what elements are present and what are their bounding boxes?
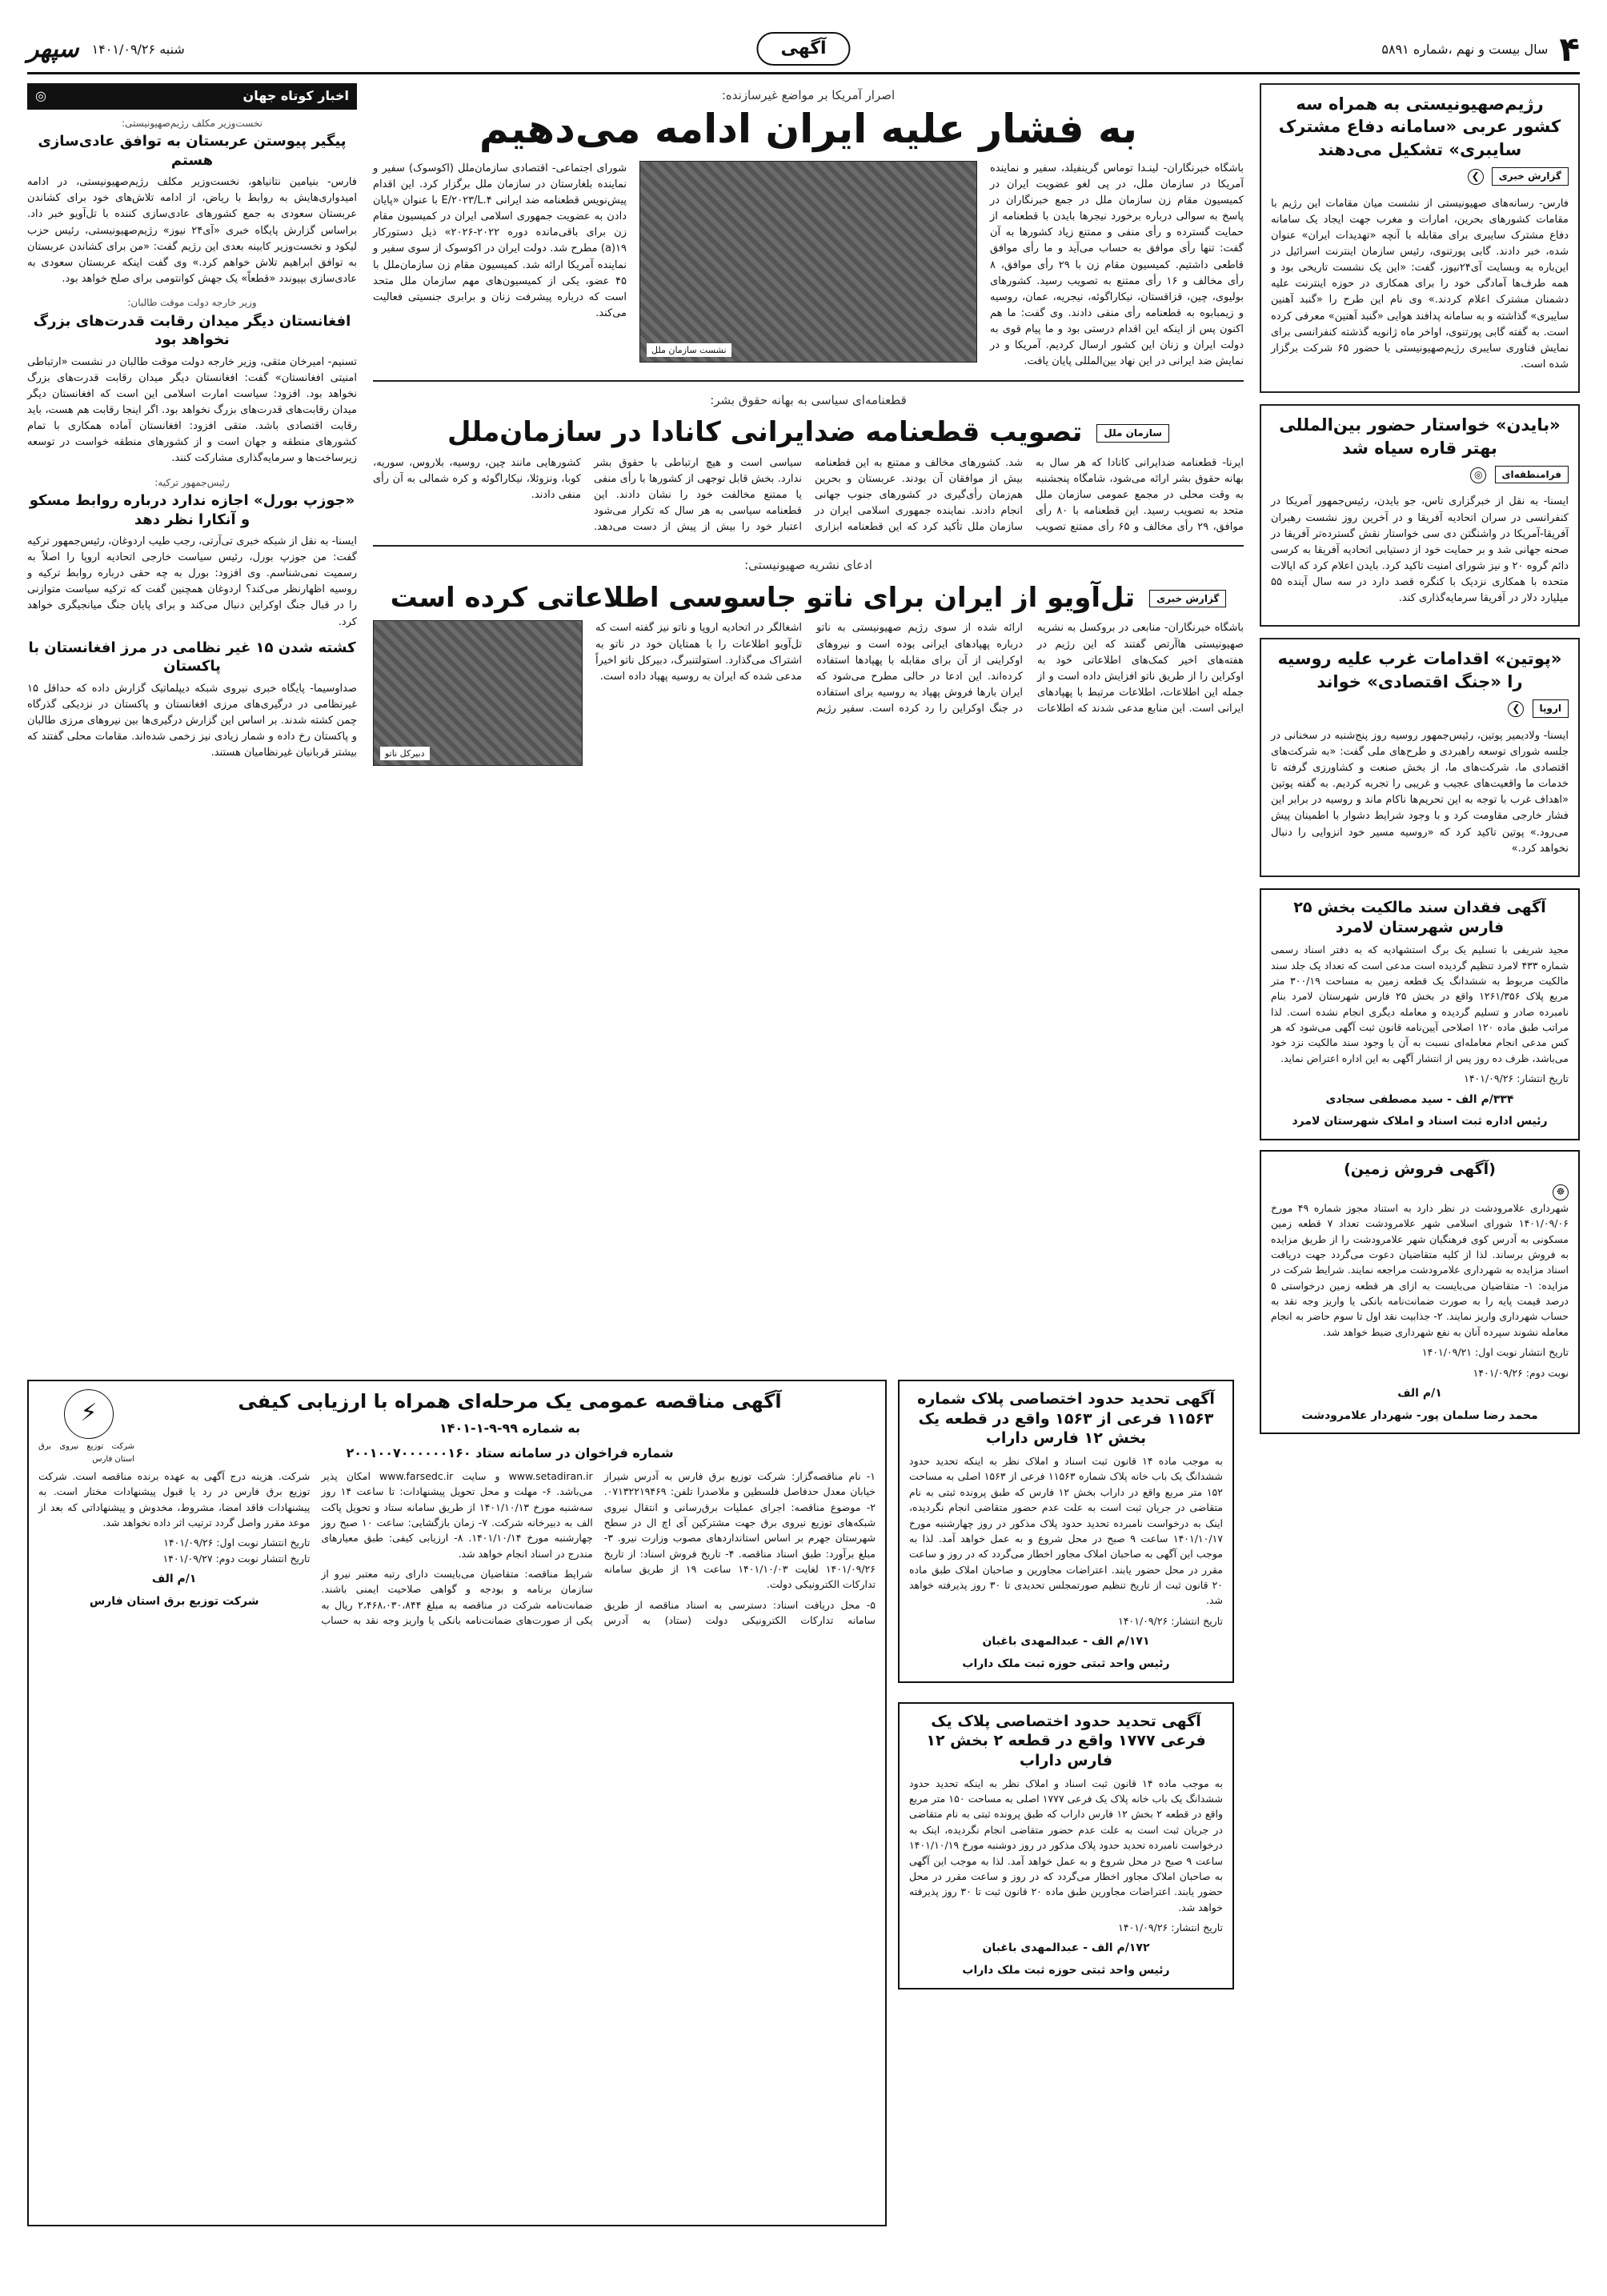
story-body: باشگاه خبرنگاران- لینـدا توماس گرینفیلد، سفیر و نماینده آمریکا در سازمان ملل، در پی لغو عضویت ایران در کمیسیون مقام زن سازمان ملل در جمع خبرنگاران در پاسخ به سوالی درباره برخورد نیجرها بایدن با قطعنامه از حمایت گسترده و رأی منفی و ممتنع زیاد کشورها به آن گفت: تنها رأی موافق به حساب می‌آید و ما رأی موافق قاطعی داشتیم. کمیسیون مقام زن با ۲۹ رأی موافق، ۸ رأی مخالف و ۱۶ رأی ممتنع به تصویب رسید. کشورهای بولیوی، چین، قزاقستان، نیکاراگوئه، نیجریه، عمان، روسیه و زیمبابوه به قطعنامه رأی منفی دادند. وی گفت: ما هم اکنون پس از اینکه این اقدام درستی بود و ما پیام قوی به دولت ایران و زنان این کشور ارسال کردیم. آمریکا و در نمایش ضد ایرانی در این نهاد بین‌المللی پایان یافت. [990, 162, 1244, 368]
section-title: اخبار کوتاه جهان [242, 88, 349, 103]
ad-date: تاریخ انتشار نوبت دوم: ۱۴۰۱/۰۹/۲۷ [162, 1552, 311, 1565]
story-body: ایسنا- ولادیمیر پوتین، رئیس‌جمهور روسیه روز پنج‌شنبه در سخنانی در جلسه شورای توسعه راهبردی و طرح‌های ملی گفت: «به شرکت‌های اقتصادی ما، شرکت‌های ما، از بخش صنعت و کشاورزی گرفته تا خدمات ما واقعیت‌های عجیب و غریبی را تجربه کردیم. به گفته پوتین «اهداف غرب با توجه به این تحریم‌ها ناکام ماند و روسیه در برابر این فشار خارجی مقاومت کرد و با وجود شرایط دشوار با اطمینان پیش می‌رود.» پوتین تاکید کرد که «روسیه مسیر خود انزوایی را دنبال نخواهد کرد.» [1271, 729, 1569, 855]
ad-date: تاریخ انتشار نوبت اول: ۱۴۰۱/۰۹/۲۱ [1421, 1346, 1569, 1359]
story-body: باشگاه خبرنگاران- منابعی در بروکسل به نشریه صهیونیستی هاآرتص گفتند که این رژیم در هفته‌های اخیر کمک‌های اطلاعاتی خود به اوکراین را از طریق ناتو افزایش داده است و از جمله این اطلاعات، اطلاعات مرتبط با پهپادهای ایرانی است. این منابع مدعی شدند که اطلاعات ارائه شده از سوی رژیم صهیونیستی به ناتو درباره پهپادهای ایرانی بوده است و نیروهای اوکراینی از آن برای مقابله با پهپادها استفاده کرده‌اند. این ادعا در حالی مطرح می‌شود که ایران بارها فروش پهپاد به روسیه برای استفاده در جنگ اوکراین را رد کرده است. سفیر رژیم اشغالگر در اتحادیه اروپا و ناتو نیز گفته است که تل‌آویو اطلاعات را با همتایان خود در ناتو به اشتراک می‌گذارد. استولتنبرگ، دبیرکل ناتو اخیراً مدعی شده که ایران به روسیه پهپاد داده است. [595, 622, 1244, 715]
ad-signature: ۱/م الف [151, 1573, 197, 1586]
brief-kicker: نخست‌وزیر مکلف رژیم‌صهیونیستی: [122, 117, 262, 129]
ad-subtitle: به شماره ۹۹-۹-۱-۱۴۰۱ [439, 1420, 581, 1437]
ad-subtitle: شماره فراخوان در سامانه ستاد ۲۰۰۱۰۰۷۰۰۰۰۰۰۱۶۰ [346, 1445, 674, 1461]
right-column [1260, 83, 1580, 1444]
brief-body: تسنیم- امیرخان متقی، وزیر خارجه دولت موقت طالبان در نشست «ارتباطی امنیتی افغانستان» گفت: افغانستان دیگر میدان رقابت قدرت‌های بزرگ نخواهد بود. افزود: سیاست امارت اسلامی این است که افغانستان دیگر میدان رقابت‌های قدرت‌های بزرگ نخواهد بود. اگر اینجا رقابت هم هست، باید رقابت اقتصادی باشد. متقی افزود: افغانستان آماده همکاری با تمام کشورهای منطقه و جهان است و از کشورهای منطقه خواست در توسعه زیرساخت‌ها و سرمایه‌گذاری مشارکت کنند. [27, 355, 357, 465]
legal-ad [898, 1702, 1234, 1989]
ad-date: تاریخ انتشار: ۱۴۰۱/۰۹/۲۶ [1464, 1072, 1569, 1085]
story-title: «بایدن» خواستار حضور بین‌المللی بهتر قاره سیاه شد [1279, 415, 1561, 458]
brief-body: فارس- بنیامین نتانیاهو، نخست‌وزیر مکلف رژیم‌صهیونیستی، در ادامه امیدواری‌هایش به روابط با ریاض، از ادامه تلاش‌های خود برای کشاندن عربستان سعودی به جمع کشورهای عادی‌سازی کننده با تل‌آویو خبر داد. براساس گزارش پایگاه خبری «آی۲۴ نیوز» رژیم‌صهیونیستی، رئیس حزب لیکود و نخست‌وزیر کابینه بعدی این رژیم گفت: «من برای کشاندن عربستان به توافق ابراهیم تلاش خواهم کرد.» وی گفت اینکه عربستان سعودی به عادی‌سازی بپیوندد «قطعاً» یک جهش کوانتومی برای صلح خواهد بود. [27, 176, 357, 286]
tender-ad [27, 1380, 887, 2226]
photo-caption: نشست سازمان ملل [647, 343, 731, 357]
ad-body: مجید شریفی با تسلیم یک برگ استشهادیه که به دفتر اسناد رسمی شماره ۴۳۳ لامرد تنظیم گردیده است مدعی است که تعداد یک جلد سند مالکیت مربوط به ششدانگ یک قطعه زمین به مساحت ۳۰۰/۱۹ متر مربع پلاک ۱۲۶۱/۳۵۶ واقع در بخش ۲۵ فارس شهرستان لامرد بنام نامبرده صادر و تسلیم گردیده و معامله دیگری انجام نشده است. لذا مراتب طبق ماده ۱۲۰ اصلاحی آیین‌نامه قانون ثبت آگهی می‌شود که هر کس مدعی انجام معامله‌ای نسبت به آن یا وجود سند مالکیت نزد خود می‌باشد، ظرف ده روز پس از انتشار آگهی به این اداره اعتراض نماید. [1271, 944, 1569, 1064]
brief-title: افغانستان دیگر میدان رقابت قدرت‌های بزرگ نخواهد بود [33, 312, 351, 349]
story-kicker: ادعای نشریه صهیونیستی: [744, 558, 872, 573]
brief-title: کشته شدن ۱۵ غیر نظامی در مرز افغانستان با پاکستان [28, 639, 356, 675]
story-title: تصویب قطعنامه ضدایرانی کانادا در سازمان‌ملل [447, 415, 1083, 448]
brief-body: صداوسیما- پایگاه خبری نیروی شبکه دیپلماتیک گزارش داده که حداقل ۱۵ غیرنظامی در درگیری‌های مرزی افغانستان و پاکستان در نزدیکی گذرگاه چمن کشته شدند. بر اساس این گزارش درگیری‌ها بین نیروهای مرزی طالبان و پاکستان رخ داده و شمار زیادی نیز زخمی شده‌اند. مقامات محلی گفتند که بیشتر قربانیان غیرنظامیان هستند. [27, 682, 357, 759]
brief-title: پیگیر پیوستن عربستان به توافق عادی‌سازی هستم [38, 133, 347, 169]
ad-signature: رئیس اداره ثبت اسناد و املاک شهرستان لامرد [1292, 1115, 1548, 1128]
legal-ad [1260, 888, 1580, 1140]
story-title: «پوتین» اقدامات غرب علیه روسیه را «جنگ اقتصادی» خواند [1277, 649, 1562, 691]
news-story [1260, 83, 1580, 393]
newspaper-page [27, 27, 1580, 2236]
ad-signature: ۱۷۱/م الف - عبدالمهدی باغبان [982, 1635, 1150, 1649]
legal-ad [1260, 1150, 1580, 1434]
ad-date: تاریخ انتشار: ۱۴۰۱/۰۹/۲۶ [1118, 1921, 1223, 1933]
left-column [27, 83, 357, 769]
story-tag: اروپا [1533, 699, 1569, 718]
ad-body: ۵- محل دریافت اسناد: دسترسی به اسناد مناقصه از طریق سامانه تدارکات الکترونیکی دولت (ستاد) به آدرس www.setadiran.ir و سایت www.farsedc.ir امکان پذیر می‌باشد. ۶- مهلت و محل تحویل پیشنهادات: تا ساعت ۱۴ روز سه‌شنبه مورخ ۱۴۰۱/۱۰/۱۳ از طریق سامانه ستاد و تحویل پاکت الف به دبیرخانه شرکت. ۷- زمان بازگشایی: ساعت ۱۰ صبح روز چهارشنبه مورخ ۱۴۰۱/۱۰/۱۴. ۸- ارزیابی کیفی: طبق معیارهای مندرج در اسناد انجام خواهد شد. [321, 1469, 876, 1627]
news-story [1260, 404, 1580, 627]
story-body: ایسنا- به نقل از خبرگزاری تاس، جو بایدن، رئیس‌جمهور آمریکا در کنفرانسی در سران اتحادیه آفریقا و در آخرین روز نشست رهبران آفریقا-آمریکا در واشنگتن دی سی خواستار نقش گسترده‌تر آفریقا در صحنه جهانی شد و بر حمایت خود از دستیابی اتحادیه آفریقا به کرسی دائم گروه ۲۰ و نیز شورای امنیت تاکید کرد. بایدن اعلام کرد که ایالات متحده با همکاری نزدیک با کنگره قصد دارد در سه سال آینده ۵۵ میلیارد دلار در آفریقا سرمایه‌گذاری کند. [1271, 495, 1569, 605]
ad-signature: شرکت توزیع برق استان فارس [89, 1594, 259, 1608]
masthead-left [27, 31, 185, 69]
ad-date: نوبت دوم: ۱۴۰۱/۰۹/۲۶ [1473, 1366, 1569, 1379]
bottom-ads [27, 1380, 1234, 2236]
story-title: تل‌آویو از ایران برای ناتو جاسوسی اطلاعاتی کرده است [390, 581, 1136, 614]
lead-story [373, 161, 1244, 371]
ad-body: به موجب ماده ۱۴ قانون ثبت اسناد و املاک نظر به اینکه تحدید حدود ششدانگ یک باب خانه پلاک یک فرعی ۱۷۷۷ اصلی به مساحت ۱۵۰ متر مربع واقع در قطعه ۲ بخش ۱۲ فارس داراب که طبق پرونده ثبتی به نام متقاضی در جریان ثبت است به علت عدم حضور متقاضی انجام نگردیده، اینک به درخواست نامبرده تحدید حدود پلاک مذکور در روز دوشنبه مورخ ۱۴۰۱/۱۰/۱۹ ساعت ۹ صبح در محل شروع و به عمل خواهد آمد. لذا به موجب این آگهی به صاحبان املاک مجاور اخطار می‌گردد که در روز و ساعت مقرر در محل حضور یابند. اعتراضات مجاورین طبق ماده ۲۰ قانون ثبت تا ۳۰ روز پذیرفته خواهد شد. [909, 1777, 1224, 1913]
brief-kicker: رئیس‌جمهور ترکیه: [154, 476, 230, 488]
story-body: ایرنا- قطعنامه ضدایرانی کانادا که هر سال به بهانه حقوق بشر ارائه می‌شود، شامگاه پنجشنبه به وقت محلی در مجمع عمومی سازمان ملل متحد به تصویب رسید. این قطعنامه با ۸۰ رأی موافق، ۲۹ رأی مخالف و ۶۵ رأی ممتنع تصویب شد. کشورهای مخالف و ممتنع به این قطعنامه بیش از موافقان آن بودند. عربستان و بحرین هم‌زمان رأی‌گیری در کشورهای جنوب جهانی انجام دادند. نماینده جمهوری اسلامی ایران در سازمان ملل تأکید کرد که این قطعنامه ابزاری سیاسی است و هیچ ارتباطی با حقوق بشر ندارد. بخش قابل توجهی از کشورها با رأی منفی یا ممتنع مخالفت خود را نشان دادند. این قطعنامه سیاسی به هر سال که تکرار می‌شود اعتبار خود را بیش از پیش از دست می‌دهد. کشورهایی مانند چین، روسیه، بلاروس، سوریه، کوبا، ونزوئلا، نیکاراگوئه و کره شمالی به آن رأی منفی دادند. [373, 456, 1244, 534]
arrow-icon: ❯ [1468, 169, 1484, 185]
news-photo [639, 161, 977, 363]
municipality-emblem-icon: ☸ [1553, 1184, 1569, 1200]
divider [373, 380, 1244, 382]
ad-title: آگهی تحدید حدود اختصاصی پلاک شماره ۱۱۵۶۳ فرعی از ۱۵۶۳ واقع در قطعه یک بخش ۱۲ فارس داراب [917, 1390, 1215, 1448]
legal-ad [898, 1380, 1234, 1683]
section-label: آگهی [756, 32, 850, 66]
logo-text: شرکت توزیع نیروی برق استان فارس [38, 1442, 134, 1464]
ad-title: (آگهی فروش زمین) [1344, 1160, 1496, 1178]
main-column [373, 83, 1244, 766]
globe-icon: ◎ [1470, 467, 1486, 483]
ad-body: شرایط مناقصه: متقاضیان می‌بایست دارای رتبه معتبر نیرو از سازمان برنامه و بودجه و گواهی صلاحیت ایمنی باشند. ضمانت‌نامه شرکت در مناقصه به مبلغ ۲،۴۶۸،۰۳۰،۸۴۴ ریال به یکی از صورت‌های ضمانت‌نامه بانکی یا واریز وجه نقد به حساب شرکت. هزینه درج آگهی به عهده برنده مناقصه است. شرکت توزیع برق فارس در رد یا قبول پیشنهادات مختار است. به پیشنهادات فاقد امضا، مشروط، مخدوش و پیشنهاداتی که بعد از موعد مقرر واصل گردد ترتیب اثر داده نخواهد شد. [38, 1469, 593, 1627]
news-story [1260, 638, 1580, 876]
story-tag: گزارش خبری [1492, 167, 1569, 186]
ad-title: آگهی مناقصه عمومی یک مرحله‌ای همراه با ارزیابی کیفی [238, 1390, 782, 1412]
headline-kicker: اصرار آمریکا بر مواضع غیرسازنده: [721, 88, 896, 102]
issue-date: شنبه ۱۴۰۱/۰۹/۲۶ [91, 41, 185, 57]
company-logo [38, 1389, 134, 1465]
ad-signature: رئیس واحد ثبتی حوزه ثبت ملک داراب [962, 1657, 1170, 1670]
story-kicker: قطعنامه‌ای سیاسی به بهانه حقوق بشر: [710, 392, 907, 407]
ad-signature: رئیس واحد ثبتی حوزه ثبت ملک داراب [962, 1964, 1170, 1977]
news-photo [373, 620, 583, 766]
divider [373, 545, 1244, 547]
section-header [27, 83, 357, 110]
masthead-right [1381, 23, 1580, 75]
photo-caption: دبیرکل ناتو [380, 747, 430, 760]
masthead [27, 27, 1580, 74]
newspaper-logo: سپهر [27, 34, 79, 63]
ad-signature: ۱/م الف [1397, 1386, 1442, 1400]
ad-title: آگهی تحدید حدود اختصاصی پلاک یک فرعی ۱۷۷۷ واقع در قطعه ۲ بخش ۱۲ فارس داراب [926, 1712, 1206, 1769]
issue-info: سال بیست و نهم ،شماره ۵۸۹۱ [1381, 41, 1549, 57]
main-headline: به فشار علیه ایران ادامه می‌دهیم [479, 106, 1138, 153]
arrow-icon: ❯ [1508, 701, 1524, 717]
story-body: شورای اجتماعی- اقتصادی سازمان‌ملل (اکوسوک) سفیر و نماینده بلغارستان در سازمان ملل برگزار کرد. این اقدام پیش‌نویس قطعنامه ضد ایرانی E/۲۰۲۳/L.۴ با عنوان «پایان دادن به عضویت جمهوری اسلامی ایران در کمیسیون مقام زن برای باقی‌مانده دوره ۲۰۲۲-۲۰۲۶» ذیل دستورکار ۱۹(a) مطرح شد. دولت ایران در اکوسوک از سوی سفیر و نماینده آمریکا ارائه شد. کمیسیون مقام زن سازمان‌ملل با ۴۵ عضو، یکی از کمیسیون‌های مهم سازمان ملل متحد است که درباره پیشرفت زنان و برابری جنسیتی فعالیت می‌کند. [373, 162, 627, 320]
ad-signature: ۱۷۲/م الف - عبدالمهدی باغبان [982, 1941, 1150, 1955]
ad-body: شهرداری علامرودشت در نظر دارد به استناد مجوز شماره ۴۹ مورخ ۱۴۰۱/۰۹/۰۶ شورای اسلامی شهر علامرودشت تعداد ۷ قطعه زمین مسکونی به آدرس کوی فرهنگیان شهر علامرودشت را از طریق مزایده به فروش برساند. لذا از کلیه متقاضیان دعوت می‌گردد جهت دریافت اسناد مزایده به شهرداری علامرودشت مراجعه نمایند. شرایط شرکت در مزایده: ۱- متقاضیان می‌بایست به ازای هر قطعه زمین درخواستی ۵ درصد قیمت پایه را به صورت ضمانت‌نامه بانکی یا واریز وجه نقد به حساب شهرداری واریز نمایند. ۲- جذابیت نقد اول تا سوم حاضر به انجام معامله نشوند سپرده آنان به نفع شهرداری ضبط خواهد شد. [1271, 1201, 1569, 1338]
brief-title: «جوزپ بورل» اجازه ندارد درباره روابط مسکو و آنکارا نظر دهد [29, 492, 355, 528]
story-title: رژیم‌صهیونیستی به همراه سه کشور عربی «سامانه دفاع مشترک سایبری» تشکیل می‌دهند [1278, 94, 1561, 159]
page-number: ۴ [1559, 30, 1580, 70]
ad-date: تاریخ انتشار: ۱۴۰۱/۰۹/۲۶ [1118, 1614, 1223, 1627]
story-tag: سازمان ملل [1096, 424, 1169, 443]
globe-icon: ◎ [35, 88, 46, 103]
story-tag: فرامنطقه‌ای [1495, 466, 1569, 484]
ad-signature: محمد رضا سلمان پور- شهردار علامرودشت [1301, 1408, 1538, 1422]
lightning-icon: ⚡ [64, 1389, 114, 1439]
ad-title: آگهی فقدان سند مالکیت بخش ۲۵ فارس شهرستان لامرد [1293, 898, 1546, 936]
brief-kicker: وزیر خارجه دولت موقت طالبان: [127, 297, 257, 309]
ad-body: به موجب ماده ۱۴ قانون ثبت اسناد و املاک نظر به اینکه تحدید حدود ششدانگ یک باب خانه پلاک شماره ۱۱۵۶۳ فرعی از ۱۵۶۳ اصلی به مساحت ۱۵۲ متر مربع واقع در داراب بخش ۱۲ فارس که طبق پرونده ثبتی به نام متقاضی در جریان ثبت است به علت عدم حضور متقاضی انجام نگردیده، اینک به درخواست نامبرده تحدید حدود پلاک مذکور در روز چهارشنبه مورخ ۱۴۰۱/۱۰/۱۷ ساعت ۹ صبح در محل شروع و به عمل خواهد آمد. لذا به موجب این آگهی به صاحبان املاک مجاور اخطار می‌گردد که در روز و ساعت مقرر در محل حضور یابند. اعتراضات مجاورین و صاحبان املاک طبق ماده ۲۰ قانون ثبت از تاریخ تنظیم صورتمجلس تحدیدی تا ۳۰ روز پذیرفته خواهد شد. [909, 1455, 1223, 1607]
ad-signature: ۳۳۴/م الف - سید مصطفی سجادی [1325, 1092, 1514, 1106]
ad-body: ۱- نام مناقصه‌گزار: شرکت توزیع برق فارس به آدرس شیراز خیابان معدل حدفاصل فلسطین و ملاصدرا تلفن: ۰۷۱۳۲۲۱۹۴۶۹. ۲- موضوع مناقصه: اجرای عملیات برق‌رسانی و انتقال نیروی شبکه‌های توزیع نیروی برق جهت مشترکین آی اچ ال در سطح شهرستان جهرم بر اساس استانداردهای مصوب وزارت نیرو. ۳- مبلغ برآورد: طبق اسناد مناقصه. ۴- تاریخ فروش اسناد: از تاریخ ۱۴۰۱/۰۹/۲۶ لغایت ۱۴۰۱/۱۰/۰۳ ساعت ۱۹ از طریق سامانه تدارکات الکترونیکی دولت. [603, 1469, 876, 1591]
story-tag: گزارش خبری [1149, 590, 1226, 608]
brief-body: ایسنا- به نقل از شبکه خبری تی‌آر‌تی، رجب طیب اردوغان، رئیس‌جمهور ترکیه گفت: من جوزپ بورل، رئیس سیاست خارجی اتحادیه اروپا را اصلاً به رسمیت نمی‌شناسم. وی افزود: بورل به چه حقی درباره روابط ترکیه و روسیه اظهارنظر می‌کند؟ اردوغان همچنین گفت که ترکیه سیاست متوازنی را در قبال جنگ اوکراین دنبال می‌کند و برای پایان جنگ میانجیگری خواهد کرد. [26, 535, 357, 628]
story-body: فارس- رسانه‌های صهیونیستی از نشست میان مقامات این رژیم با مقامات کشورهای بحرین، امارات و مغرب جهت ایجاد یک سامانه دفاع مشترک سایبری برای مقابله با آنچه «تهدیدات ایران» عنوان شده، خبر دادند. گابی پورتنوی، رئیس سازمان اینترنت اسرائیل در این‌باره به وبسایت آی۲۴نیوز، گفت: «این یک نشست تاریخی بود و همه طرف‌ها آمادگی خود را برای همکاری در حوزه اینترنت علیه دشمنان مشترک اعلام کردند.» وی نام این طرح را «گنبد آهنین سایبری» گذاشته و به سامانه پدافند هوایی «گنبد آهنین» معرفی کرده است. به گفته گابی پورتنوی، اواخر ماه ژانویه گذشته کنفرانسی برای نمایش فناوری سایبری رژیم‌صهیونیستی با حضور ۶۵ شرکت برگزار شده است. [1271, 197, 1569, 371]
ad-date: تاریخ انتشار نوبت اول: ۱۴۰۱/۰۹/۲۶ [163, 1537, 311, 1549]
